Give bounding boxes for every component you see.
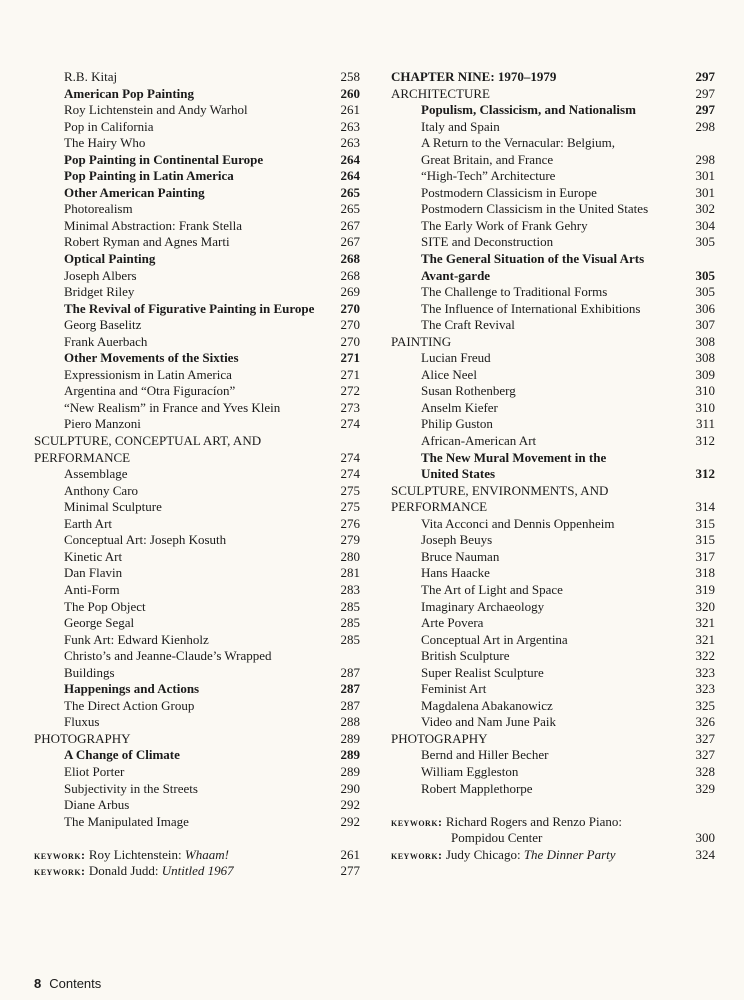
toc-entry-page: 258	[340, 69, 360, 84]
toc-entry-title: Bernd and Hiller Becher	[421, 747, 549, 763]
toc-entry-title: A Change of Climate	[64, 747, 180, 763]
toc-entry	[34, 797, 360, 814]
toc-entry	[391, 301, 715, 318]
toc-entry	[391, 284, 715, 301]
toc-entry	[391, 400, 715, 417]
toc-entry-page: 275	[340, 482, 360, 498]
toc-entry-title: R.B. Kitaj	[64, 69, 118, 84]
toc-entry-title: Feminist Art	[421, 681, 487, 697]
toc-entry-title: The Manipulated Image	[64, 813, 189, 829]
toc-entry	[391, 69, 715, 86]
toc-entry	[391, 665, 715, 682]
toc-entry-title: Vita Acconci and Dennis Oppenheim	[421, 515, 615, 531]
toc-entry-title: Frank Auerbach	[64, 333, 148, 349]
toc-entry-page: 276	[340, 515, 360, 531]
keywork-work-title: The Dinner Party	[523, 846, 616, 862]
keywork-text: Judy Chicago:	[445, 846, 524, 862]
toc-entry-title: The Direct Action Group	[64, 697, 195, 713]
toc-entry	[34, 714, 360, 731]
toc-entry-page: 274	[340, 466, 360, 482]
toc-entry-page: 309	[695, 366, 715, 382]
toc-entry-title: United States	[421, 466, 496, 482]
toc-entry-page: 305	[695, 267, 715, 283]
toc-entry-title: The General Situation of the Visual Arts	[421, 251, 645, 267]
toc-entry-page: 263	[340, 118, 360, 134]
toc-entry	[34, 201, 360, 218]
toc-entry-title: Eliot Porter	[64, 763, 125, 779]
spacer	[34, 830, 360, 847]
toc-entry-title: Italy and Spain	[421, 118, 500, 134]
toc-entry	[391, 450, 715, 467]
toc-entry-title: Anthony Caro	[64, 482, 139, 498]
toc-entry-page: 322	[695, 648, 715, 664]
keywork-label: keywork:	[34, 864, 86, 879]
toc-entry-title: American Pop Painting	[64, 85, 194, 101]
toc-entry	[391, 201, 715, 218]
toc-entry-title: Joseph Albers	[64, 267, 137, 283]
toc-entry-page: 298	[695, 118, 715, 134]
toc-entry	[34, 731, 360, 748]
toc-entry	[34, 747, 360, 764]
toc-entry-title: Assemblage	[64, 466, 128, 482]
toc-entry	[34, 383, 360, 400]
toc-entry-title: Video and Nam June Paik	[421, 714, 556, 730]
toc-entry	[391, 102, 715, 119]
toc-entry	[391, 367, 715, 384]
toc-entry-page: 290	[340, 780, 360, 796]
toc-entry	[391, 135, 715, 152]
toc-entry-title: Other American Painting	[64, 184, 205, 200]
toc-entry-page: 287	[340, 697, 360, 713]
toc-entry-title: African-American Art	[421, 433, 537, 449]
keywork-work-title: Untitled 1967	[161, 863, 234, 879]
toc-entry	[34, 135, 360, 152]
toc-entry	[391, 350, 715, 367]
toc-entry-page: 297	[695, 102, 715, 118]
toc-entry-page: 308	[695, 333, 715, 349]
toc-entry-title: Arte Povera	[421, 615, 484, 631]
toc-entry-page: 320	[695, 598, 715, 614]
toc-entry-title: Diane Arbus	[64, 797, 130, 813]
toc-entry	[391, 317, 715, 334]
keywork-work-title: Whaam!	[184, 846, 229, 862]
toc-entry-title: Alice Neel	[421, 366, 477, 382]
toc-entry-page: 321	[695, 631, 715, 647]
toc-entry-title: Minimal Abstraction: Frank Stella	[64, 217, 243, 233]
toc-entry	[34, 301, 360, 318]
toc-entry	[391, 549, 715, 566]
toc-entry-title: Buildings	[64, 664, 115, 680]
toc-entry-page: 268	[340, 251, 360, 267]
toc-entry-title: Imaginary Archaeology	[421, 598, 545, 614]
toc-entry-page: 318	[695, 565, 715, 581]
toc-entry-title: PHOTOGRAPHY	[34, 730, 131, 746]
toc-entry	[391, 499, 715, 516]
toc-entry	[34, 69, 360, 86]
toc-entry	[391, 764, 715, 781]
toc-entry	[391, 483, 715, 500]
toc-entry-page: 304	[695, 217, 715, 233]
toc-entry-title: Robert Mapplethorpe	[421, 780, 533, 796]
toc-entry-title: Populism, Classicism, and Nationalism	[421, 102, 636, 118]
toc-entry-page: 285	[340, 631, 360, 647]
toc-entry-title: Super Realist Sculpture	[421, 664, 544, 680]
toc-entry	[34, 168, 360, 185]
keywork-label: keywork:	[391, 814, 443, 829]
toc-entry-title: Susan Rothenberg	[421, 383, 516, 399]
toc-entry	[391, 781, 715, 798]
toc-entry-page: 323	[695, 664, 715, 680]
toc-entry-title: PHOTOGRAPHY	[391, 730, 488, 746]
toc-entry	[391, 416, 715, 433]
toc-entry-page: 288	[340, 714, 360, 730]
toc-entry-page: 311	[695, 416, 715, 432]
toc-entry	[391, 516, 715, 533]
toc-entry	[34, 251, 360, 268]
toc-entry-page: 279	[340, 532, 360, 548]
toc-entry-title: British Sculpture	[421, 648, 510, 664]
toc-entry-title: The New Mural Movement in the	[421, 449, 607, 465]
toc-entry-title: Optical Painting	[64, 251, 156, 267]
toc-entry-title: “High-Tech” Architecture	[421, 168, 556, 184]
toc-entry	[34, 549, 360, 566]
keywork-page: 261	[340, 846, 360, 862]
toc-entry-title: A Return to the Vernacular: Belgium,	[421, 135, 615, 151]
toc-entry-page: 312	[695, 466, 715, 482]
toc-entry-page: 319	[695, 581, 715, 597]
toc-entry-page: 289	[340, 747, 360, 763]
keywork-text: Roy Lichtenstein:	[88, 846, 185, 862]
toc-entry-page: 297	[695, 69, 715, 84]
toc-entry-page: 310	[695, 383, 715, 399]
toc-entry-page: 264	[340, 168, 360, 184]
toc-entry-page: 310	[695, 399, 715, 415]
toc-entry	[34, 367, 360, 384]
toc-entry	[34, 632, 360, 649]
toc-entry	[34, 764, 360, 781]
toc-entry-page: 285	[340, 615, 360, 631]
toc-entry-title: Piero Manzoni	[64, 416, 141, 432]
toc-entry-title: Expressionism in Latin America	[64, 366, 232, 382]
toc-entry-page: 268	[340, 267, 360, 283]
toc-entry-page: 308	[695, 350, 715, 366]
toc-entry-page: 260	[340, 85, 360, 101]
toc-entry-title: Postmodern Classicism in the United States	[421, 201, 649, 217]
toc-entry-title: Kinetic Art	[64, 548, 123, 564]
keywork-text: Donald Judd:	[88, 863, 162, 879]
toc-entry-page: 287	[340, 664, 360, 680]
keywork-title	[391, 814, 622, 831]
toc-entry	[34, 814, 360, 831]
toc-entry	[34, 334, 360, 351]
toc-entry-page: 267	[340, 217, 360, 233]
toc-entry-title: The Pop Object	[64, 598, 146, 614]
toc-entry	[34, 648, 360, 665]
toc-entry	[34, 433, 360, 450]
toc-entry-title: PERFORMANCE	[34, 449, 131, 465]
toc-entry-title: Minimal Sculpture	[64, 499, 162, 515]
toc-entry	[391, 251, 715, 268]
toc-entry	[391, 731, 715, 748]
keywork-label: keywork:	[34, 847, 86, 862]
toc-entry	[34, 499, 360, 516]
toc-entry-title: Conceptual Art: Joseph Kosuth	[64, 532, 227, 548]
toc-entry-title: Georg Baselitz	[64, 317, 142, 333]
toc-entry-page: 275	[340, 499, 360, 515]
toc-entry-title: Pop Painting in Continental Europe	[64, 151, 264, 167]
toc-entry-page: 280	[340, 548, 360, 564]
toc-entry	[391, 86, 715, 103]
toc-entry	[391, 234, 715, 251]
toc-entry-title: Pop Painting in Latin America	[64, 168, 234, 184]
toc-entry-page: 307	[695, 317, 715, 333]
toc-entry	[34, 86, 360, 103]
toc-entry-title: Fluxus	[64, 714, 100, 730]
toc-entry	[391, 714, 715, 731]
toc-entry	[34, 681, 360, 698]
toc-entry	[391, 615, 715, 632]
toc-entry-title: ARCHITECTURE	[391, 85, 490, 101]
toc-entry	[391, 681, 715, 698]
toc-entry-page: 328	[695, 763, 715, 779]
toc-entry-page: 263	[340, 135, 360, 151]
toc-entry-title: Photorealism	[64, 201, 133, 217]
toc-entry	[391, 565, 715, 582]
toc-entry-page: 315	[695, 515, 715, 531]
toc-entry-title: Great Britain, and France	[421, 151, 554, 167]
toc-entry	[34, 416, 360, 433]
toc-entry-page: 289	[340, 763, 360, 779]
toc-entry-title: The Challenge to Traditional Forms	[421, 284, 608, 300]
contents-column-left	[34, 69, 360, 880]
toc-entry-title: SITE and Deconstruction	[421, 234, 554, 250]
toc-entry	[391, 466, 715, 483]
toc-entry-page: 301	[695, 168, 715, 184]
keywork-title	[451, 830, 542, 847]
toc-entry	[391, 747, 715, 764]
toc-entry	[34, 516, 360, 533]
toc-entry-title: William Eggleston	[421, 763, 519, 779]
toc-entry-title: Avant-garde	[421, 267, 491, 283]
page-number: 8	[34, 976, 42, 991]
toc-entry	[391, 383, 715, 400]
toc-entry-page: 298	[695, 151, 715, 167]
toc-entry-page: 270	[340, 300, 360, 316]
toc-entry	[34, 582, 360, 599]
toc-entry-title: Earth Art	[64, 515, 113, 531]
toc-entry-page: 283	[340, 581, 360, 597]
spacer	[391, 797, 715, 814]
toc-entry-page: 265	[340, 184, 360, 200]
toc-entry	[391, 582, 715, 599]
toc-entry-title: SCULPTURE, ENVIRONMENTS, AND	[391, 482, 609, 498]
toc-entry	[34, 234, 360, 251]
toc-entry	[34, 565, 360, 582]
toc-entry	[34, 698, 360, 715]
toc-entry-title: Conceptual Art in Argentina	[421, 631, 568, 647]
toc-entry-title: Anti-Form	[64, 581, 120, 597]
keywork-entry	[34, 847, 360, 864]
toc-entry-page: 289	[340, 730, 360, 746]
toc-entry-title: Argentina and “Otra Figuracíon”	[64, 383, 236, 399]
toc-entry-title: Happenings and Actions	[64, 681, 200, 697]
toc-entry-page: 323	[695, 681, 715, 697]
toc-entry	[391, 532, 715, 549]
toc-entry-title: The Art of Light and Space	[421, 581, 563, 597]
toc-entry-page: 327	[695, 730, 715, 746]
toc-entry-title: Roy Lichtenstein and Andy Warhol	[64, 102, 248, 118]
toc-entry-page: 327	[695, 747, 715, 763]
toc-entry	[391, 119, 715, 136]
toc-entry-page: 292	[340, 813, 360, 829]
toc-entry-title: Subjectivity in the Streets	[64, 780, 198, 796]
toc-entry-page: 272	[340, 383, 360, 399]
toc-entry-page: 267	[340, 234, 360, 250]
toc-entry	[391, 433, 715, 450]
toc-entry-page: 270	[340, 333, 360, 349]
toc-entry	[34, 450, 360, 467]
keywork-label: keywork:	[391, 847, 443, 862]
toc-entry-title: Lucian Freud	[421, 350, 491, 366]
toc-entry	[34, 119, 360, 136]
toc-entry	[391, 334, 715, 351]
toc-entry-title: PERFORMANCE	[391, 499, 488, 515]
toc-entry-title: Philip Guston	[421, 416, 493, 432]
toc-entry-title: The Hairy Who	[64, 135, 146, 151]
toc-entry-page: 287	[340, 681, 360, 697]
keywork-title	[391, 847, 616, 864]
toc-entry-title: Robert Ryman and Agnes Marti	[64, 234, 230, 250]
toc-entry-title: Magdalena Abakanowicz	[421, 697, 553, 713]
toc-entry-page: 301	[695, 184, 715, 200]
toc-entry	[34, 466, 360, 483]
keywork-title	[34, 847, 229, 864]
toc-entry-page: 306	[695, 300, 715, 316]
keywork-entry	[391, 847, 715, 864]
toc-entry-title: PAINTING	[391, 333, 452, 349]
toc-entry	[34, 152, 360, 169]
toc-entry-page: 326	[695, 714, 715, 730]
toc-entry-page: 264	[340, 151, 360, 167]
toc-entry	[34, 284, 360, 301]
toc-entry	[34, 400, 360, 417]
toc-entry	[391, 152, 715, 169]
toc-entry	[391, 632, 715, 649]
toc-entry-title: SCULPTURE, CONCEPTUAL ART, AND	[34, 433, 262, 449]
footer-label: Contents	[49, 976, 102, 991]
toc-entry	[34, 483, 360, 500]
toc-entry-page: 317	[695, 548, 715, 564]
toc-entry-page: 297	[695, 85, 715, 101]
toc-entry-page: 270	[340, 317, 360, 333]
keywork-text: Richard Rogers and Renzo Piano:	[445, 813, 622, 829]
toc-entry-page: 305	[695, 284, 715, 300]
contents-column-right	[391, 69, 715, 863]
toc-entry-title: The Revival of Figurative Painting in Europe	[64, 300, 315, 316]
toc-entry-title: Bridget Riley	[64, 284, 135, 300]
toc-entry	[34, 268, 360, 285]
toc-entry-page: 273	[340, 399, 360, 415]
toc-entry	[34, 665, 360, 682]
toc-entry-page: 302	[695, 201, 715, 217]
toc-entry-title: Bruce Nauman	[421, 548, 500, 564]
toc-entry-title: Funk Art: Edward Kienholz	[64, 631, 209, 647]
toc-entry	[34, 218, 360, 235]
toc-entry	[391, 599, 715, 616]
keywork-text: Pompidou Center	[451, 830, 543, 846]
toc-entry	[391, 698, 715, 715]
toc-entry-title: Christo’s and Jeanne-Claude’s Wrapped	[64, 648, 272, 664]
toc-entry-page: 261	[340, 102, 360, 118]
toc-entry	[34, 317, 360, 334]
toc-entry	[391, 218, 715, 235]
toc-entry-page: 285	[340, 598, 360, 614]
toc-entry-page: 265	[340, 201, 360, 217]
toc-entry-title: Hans Haacke	[421, 565, 490, 581]
toc-entry-page: 281	[340, 565, 360, 581]
toc-entry-page: 271	[340, 350, 360, 366]
keywork-entry	[34, 863, 360, 880]
toc-entry-page: 269	[340, 284, 360, 300]
toc-entry-page: 325	[695, 697, 715, 713]
keywork-page: 277	[340, 863, 360, 879]
toc-entry-page: 321	[695, 615, 715, 631]
toc-entry	[34, 185, 360, 202]
toc-entry-title: The Craft Revival	[421, 317, 515, 333]
toc-entry-page: 271	[340, 366, 360, 382]
toc-entry-title: Joseph Beuys	[421, 532, 493, 548]
toc-entry	[34, 599, 360, 616]
toc-entry-page: 329	[695, 780, 715, 796]
keywork-page: 324	[695, 846, 715, 862]
toc-entry	[34, 532, 360, 549]
keywork-entry	[391, 814, 715, 831]
toc-entry-title: The Influence of International Exhibitions	[421, 300, 641, 316]
keywork-title	[34, 863, 234, 880]
toc-entry-title: Dan Flavin	[64, 565, 123, 581]
toc-entry-title: “New Realism” in France and Yves Klein	[64, 399, 281, 415]
toc-entry-page: 274	[340, 449, 360, 465]
toc-entry	[391, 185, 715, 202]
keywork-entry	[391, 830, 715, 847]
toc-entry-page: 312	[695, 433, 715, 449]
toc-entry-page: 314	[695, 499, 715, 515]
toc-entry	[34, 102, 360, 119]
toc-entry-title: Pop in California	[64, 118, 154, 134]
toc-entry	[34, 615, 360, 632]
toc-entry-title: Postmodern Classicism in Europe	[421, 184, 597, 200]
toc-entry-title: CHAPTER NINE: 1970–1979	[391, 69, 557, 84]
toc-entry	[391, 648, 715, 665]
page-footer	[34, 976, 101, 991]
toc-entry	[34, 350, 360, 367]
toc-entry	[391, 168, 715, 185]
keywork-page: 300	[695, 830, 715, 846]
toc-entry	[391, 268, 715, 285]
toc-entry-title: Other Movements of the Sixties	[64, 350, 239, 366]
toc-entry-page: 292	[340, 797, 360, 813]
toc-entry-title: Anselm Kiefer	[421, 399, 498, 415]
toc-entry-title: George Segal	[64, 615, 135, 631]
toc-entry-page: 274	[340, 416, 360, 432]
toc-entry	[34, 781, 360, 798]
toc-entry-page: 305	[695, 234, 715, 250]
toc-entry-title: The Early Work of Frank Gehry	[421, 217, 588, 233]
toc-entry-page: 315	[695, 532, 715, 548]
